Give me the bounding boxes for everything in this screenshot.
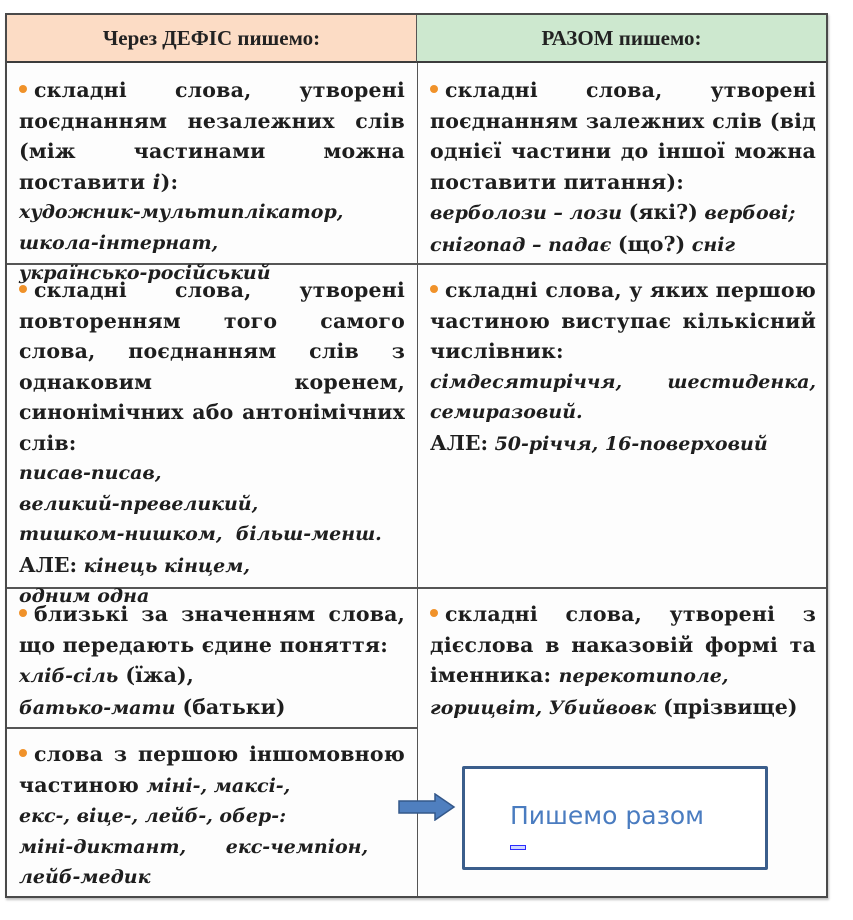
together-rule-1: складні слова, утворені поєднанням залежних слів (від однієї частини до іншої можна поставити питання): верболози – лози (які?) вербові; снігопад – падає (що?) сніг [430, 78, 816, 256]
example: українсько-російський [19, 262, 271, 284]
hyphen-rule-3: близькі за значенням слова, що передають єдине поняття: хліб-сіль (їжа), батько-мати (батьки) [19, 602, 405, 719]
bullet-icon [430, 285, 438, 293]
bullet-icon [19, 285, 27, 293]
header-hyphen [7, 15, 417, 63]
header-together [417, 15, 826, 63]
together-rule-2: складні слова, у яких першою частиною виступає кількісний числівник: сімдесятиріччя, шестиденка, семиразовий. АЛЕ: 50-річчя, 16-поверховий [430, 278, 816, 455]
annotation-note-box[interactable] [462, 766, 768, 870]
header-hyphen-label: Через ДЕФІС пишемо: [102, 25, 321, 50]
bullet-icon [19, 749, 27, 757]
right-arrow-icon [398, 793, 456, 821]
annotation-note-text: Пишемо разом [510, 801, 705, 830]
hyphen-rule-1: складні слова, утворені поєднанням незалежних слів (між частинами можна поставити і): художник-мультиплікатор, школа-інтернат, українсько-російський [7, 65, 417, 289]
hyphen-rule-4: слова з першою іншомовною частиною міні-, максі-, екс-, віце-, лейб-, обер-: міні-диктант, екс-чемпіон, лейб-медик [19, 742, 405, 888]
together-rule-3: складні слова, утворені з дієслова в наказовій формі та іменника: перекотиполе, горицвіт, Убийвовк (прізвище) [430, 602, 816, 719]
header-together-label: РАЗОМ пишемо: [541, 25, 702, 50]
bullet-icon [430, 609, 438, 617]
hyphen-rule-2: складні слова, утворені повторенням того самого слова, поєднанням слів з однаковим коренем, синонімічних або антонімічних слів: писав-писав, великий-превеликий, тишком-нишком, більш-менш. АЛЕ: кінець кінцем, одним одна [19, 278, 405, 607]
example: художник-мультиплікатор, [19, 201, 344, 223]
bullet-icon [430, 85, 438, 93]
bullet-icon [19, 85, 27, 93]
example: школа-інтернат, [19, 231, 219, 254]
bullet-icon [19, 609, 27, 617]
exception-label: АЛЕ: [430, 430, 489, 455]
text-cursor-marker [510, 845, 526, 850]
exception-label: АЛЕ: [19, 552, 78, 577]
